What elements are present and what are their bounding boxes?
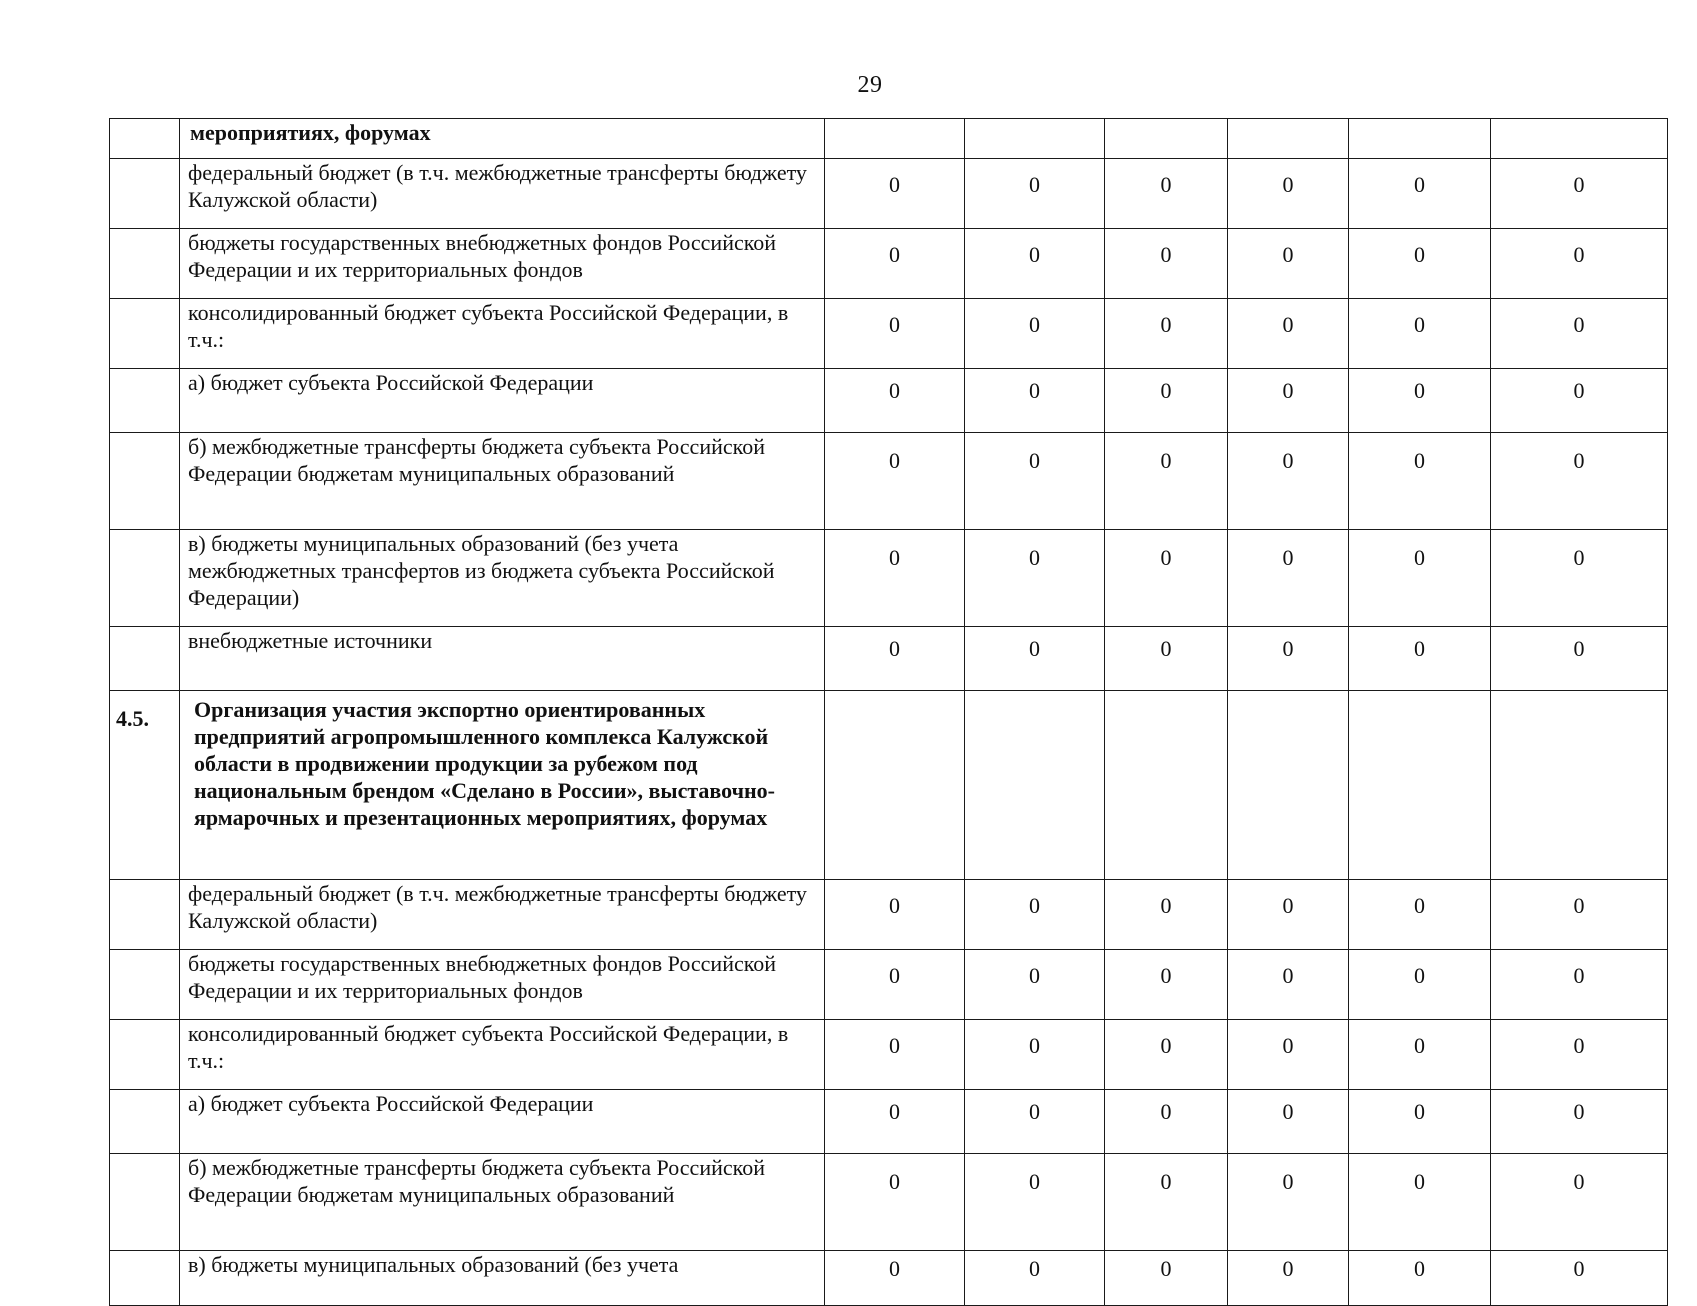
- value-cell: [965, 119, 1105, 159]
- budget-table: [109, 118, 1668, 1306]
- value-cell: 0: [1349, 369, 1491, 433]
- page-number: 29: [857, 72, 883, 98]
- funding-source-cell: а) бюджет субъекта Российской Федерации: [180, 1090, 825, 1154]
- value-cell: 0: [1105, 229, 1228, 299]
- value-cell: 0: [1228, 627, 1349, 691]
- item-number-cell: 4.5.: [110, 691, 180, 880]
- value-cell: 0: [1349, 1154, 1491, 1251]
- value-cell: 0: [1349, 627, 1491, 691]
- value-cell: 0: [1349, 229, 1491, 299]
- value-cell: 0: [1228, 159, 1349, 229]
- table-row: [110, 369, 1668, 433]
- item-number-cell: [110, 229, 180, 299]
- value-cell: [1228, 691, 1349, 880]
- funding-source-cell: б) межбюджетные трансферты бюджета субъекта Российской Федерации бюджетам муниципальных образований: [180, 433, 825, 530]
- value-cell: 0: [1105, 1020, 1228, 1090]
- value-cell: 0: [1105, 530, 1228, 627]
- item-number-cell: [110, 159, 180, 229]
- value-cell: 0: [1349, 1090, 1491, 1154]
- table-row: [110, 159, 1668, 229]
- value-cell: 0: [825, 1090, 965, 1154]
- table-row: [110, 880, 1668, 950]
- table-row: [110, 119, 1668, 159]
- item-number-cell: [110, 880, 180, 950]
- value-cell: [965, 691, 1105, 880]
- value-cell: 0: [825, 229, 965, 299]
- value-cell: 0: [825, 880, 965, 950]
- value-cell: 0: [1491, 880, 1668, 950]
- value-cell: [1349, 691, 1491, 880]
- value-cell: 0: [1491, 159, 1668, 229]
- value-cell: 0: [1105, 369, 1228, 433]
- value-cell: 0: [1491, 1154, 1668, 1251]
- value-cell: 0: [1105, 1251, 1228, 1306]
- item-number-cell: [110, 1020, 180, 1090]
- value-cell: 0: [1228, 1251, 1349, 1306]
- value-cell: 0: [1349, 880, 1491, 950]
- item-number-cell: [110, 433, 180, 530]
- item-number-cell: [110, 369, 180, 433]
- value-cell: 0: [965, 299, 1105, 369]
- value-cell: 0: [1228, 1154, 1349, 1251]
- item-number-cell: [110, 627, 180, 691]
- item-number-cell: [110, 1251, 180, 1306]
- value-cell: 0: [1105, 159, 1228, 229]
- value-cell: 0: [1491, 369, 1668, 433]
- table-row: [110, 950, 1668, 1020]
- value-cell: 0: [1491, 299, 1668, 369]
- value-cell: 0: [1228, 880, 1349, 950]
- value-cell: 0: [1491, 627, 1668, 691]
- table-row: [110, 229, 1668, 299]
- value-cell: 0: [1349, 433, 1491, 530]
- funding-source-cell: федеральный бюджет (в т.ч. межбюджетные трансферты бюджету Калужской области): [180, 159, 825, 229]
- value-cell: 0: [825, 1154, 965, 1251]
- table-row: [110, 299, 1668, 369]
- funding-source-cell: консолидированный бюджет субъекта Российской Федерации, в т.ч.:: [180, 1020, 825, 1090]
- value-cell: [1228, 119, 1349, 159]
- value-cell: 0: [825, 627, 965, 691]
- value-cell: 0: [825, 159, 965, 229]
- value-cell: 0: [825, 950, 965, 1020]
- funding-source-cell: Организация участия экспортно ориентированных предприятий агропромышленного комплекса Калужской области в продвижении продукции за рубежом под национальным брендом «Сделано в России», выставочно-ярмарочных и презентационных мероприятиях, форумах: [180, 691, 825, 880]
- value-cell: 0: [965, 950, 1105, 1020]
- value-cell: 0: [1491, 433, 1668, 530]
- value-cell: 0: [1491, 1090, 1668, 1154]
- value-cell: 0: [1349, 1020, 1491, 1090]
- value-cell: 0: [1105, 950, 1228, 1020]
- value-cell: 0: [1228, 950, 1349, 1020]
- value-cell: [825, 119, 965, 159]
- value-cell: [825, 691, 965, 880]
- value-cell: 0: [965, 530, 1105, 627]
- table-row: [110, 627, 1668, 691]
- table-row: [110, 1251, 1668, 1306]
- value-cell: 0: [1349, 950, 1491, 1020]
- value-cell: 0: [965, 159, 1105, 229]
- value-cell: 0: [825, 530, 965, 627]
- value-cell: 0: [1349, 299, 1491, 369]
- item-number-cell: [110, 950, 180, 1020]
- value-cell: [1349, 119, 1491, 159]
- value-cell: 0: [1491, 530, 1668, 627]
- value-cell: 0: [1491, 229, 1668, 299]
- item-number-cell: [110, 1090, 180, 1154]
- table-row: [110, 1020, 1668, 1090]
- value-cell: 0: [1491, 950, 1668, 1020]
- funding-source-cell: бюджеты государственных внебюджетных фондов Российской Федерации и их территориальных фондов: [180, 950, 825, 1020]
- item-number-cell: [110, 299, 180, 369]
- table-row: [110, 1154, 1668, 1251]
- value-cell: 0: [1105, 627, 1228, 691]
- value-cell: 0: [825, 369, 965, 433]
- value-cell: 0: [1228, 433, 1349, 530]
- table-body: [110, 119, 1668, 1306]
- value-cell: 0: [1491, 1251, 1668, 1306]
- value-cell: 0: [1105, 433, 1228, 530]
- funding-source-cell: а) бюджет субъекта Российской Федерации: [180, 369, 825, 433]
- table-row: [110, 530, 1668, 627]
- item-number-cell: [110, 1154, 180, 1251]
- funding-source-cell: федеральный бюджет (в т.ч. межбюджетные трансферты бюджету Калужской области): [180, 880, 825, 950]
- funding-source-cell: в) бюджеты муниципальных образований (без учета межбюджетных трансфертов из бюджета субъекта Российской Федерации): [180, 530, 825, 627]
- value-cell: 0: [1228, 229, 1349, 299]
- funding-source-cell: бюджеты государственных внебюджетных фондов Российской Федерации и их территориальных фондов: [180, 229, 825, 299]
- value-cell: 0: [1105, 880, 1228, 950]
- value-cell: 0: [1491, 1020, 1668, 1090]
- value-cell: 0: [965, 433, 1105, 530]
- value-cell: 0: [1105, 1154, 1228, 1251]
- value-cell: 0: [1228, 369, 1349, 433]
- value-cell: 0: [825, 433, 965, 530]
- value-cell: 0: [965, 627, 1105, 691]
- item-number-cell: [110, 530, 180, 627]
- value-cell: 0: [825, 1020, 965, 1090]
- table-row: [110, 433, 1668, 530]
- value-cell: 0: [965, 1020, 1105, 1090]
- table-row: [110, 1090, 1668, 1154]
- funding-source-cell: в) бюджеты муниципальных образований (без учета: [180, 1251, 825, 1306]
- value-cell: 0: [965, 880, 1105, 950]
- value-cell: 0: [965, 1251, 1105, 1306]
- value-cell: 0: [1349, 1251, 1491, 1306]
- value-cell: [1105, 691, 1228, 880]
- value-cell: 0: [965, 229, 1105, 299]
- table-row: [110, 691, 1668, 880]
- funding-source-cell: б) межбюджетные трансферты бюджета субъекта Российской Федерации бюджетам муниципальных образований: [180, 1154, 825, 1251]
- funding-source-cell: консолидированный бюджет субъекта Российской Федерации, в т.ч.:: [180, 299, 825, 369]
- value-cell: 0: [1105, 299, 1228, 369]
- value-cell: 0: [825, 299, 965, 369]
- value-cell: 0: [1349, 159, 1491, 229]
- value-cell: 0: [1228, 299, 1349, 369]
- value-cell: [1105, 119, 1228, 159]
- value-cell: [1491, 691, 1668, 880]
- value-cell: 0: [965, 1154, 1105, 1251]
- value-cell: 0: [965, 1090, 1105, 1154]
- value-cell: 0: [1228, 530, 1349, 627]
- funding-source-cell: внебюджетные источники: [180, 627, 825, 691]
- value-cell: 0: [965, 369, 1105, 433]
- value-cell: [1491, 119, 1668, 159]
- value-cell: 0: [1349, 530, 1491, 627]
- value-cell: 0: [825, 1251, 965, 1306]
- funding-source-cell: мероприятиях, форумах: [180, 119, 825, 159]
- item-number-cell: [110, 119, 180, 159]
- value-cell: 0: [1228, 1090, 1349, 1154]
- value-cell: 0: [1105, 1090, 1228, 1154]
- value-cell: 0: [1228, 1020, 1349, 1090]
